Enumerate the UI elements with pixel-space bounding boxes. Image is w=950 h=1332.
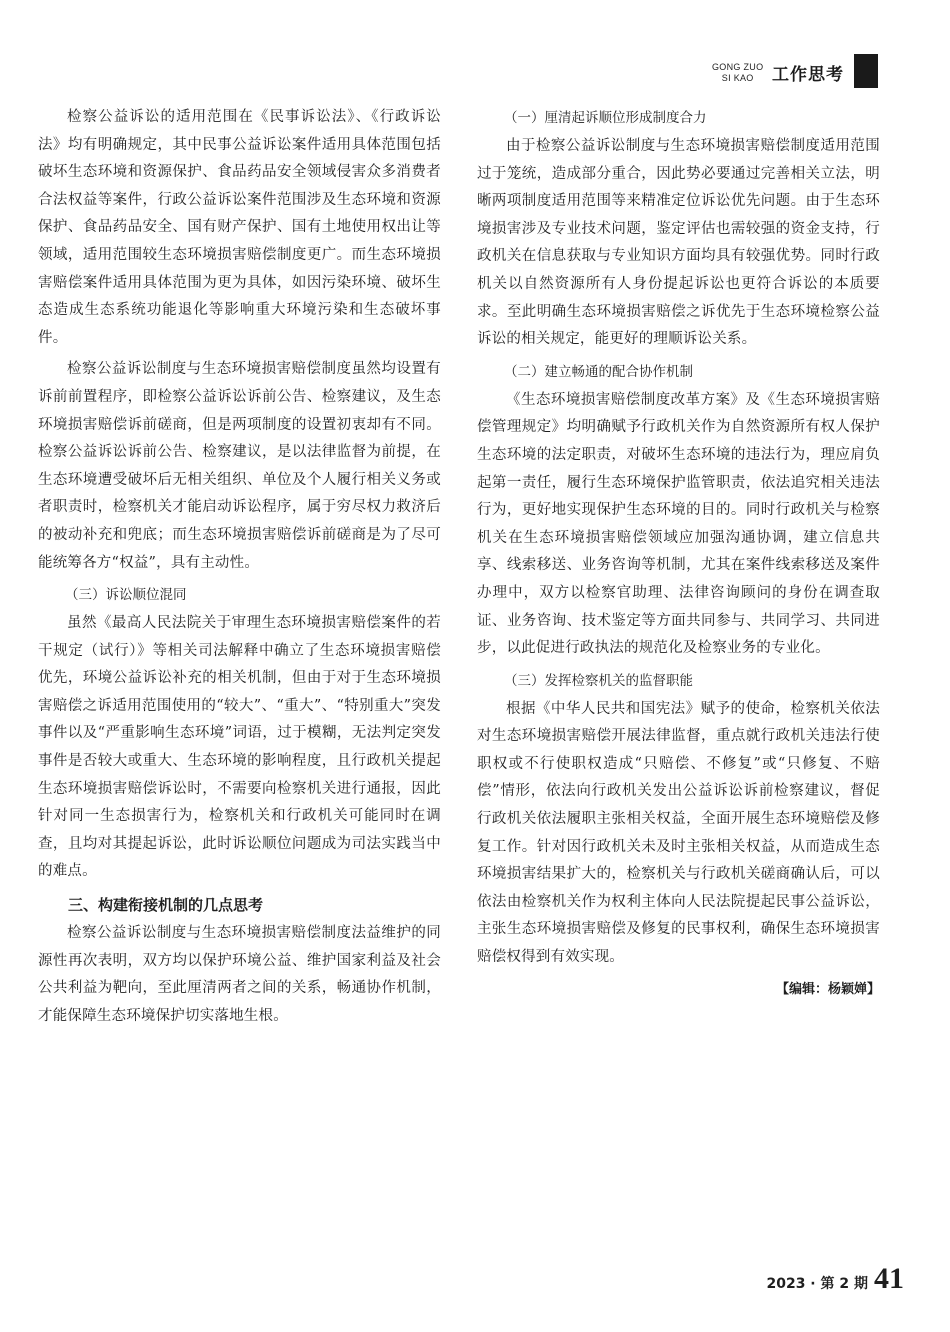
issue-label: 2023 · 第 2 期: [766, 1276, 868, 1292]
paragraph: 检察公益诉讼制度与生态环境损害赔偿制度虽然均设置有诉前前置程序，即检察公益诉讼诉前公告、检察建议，及生态环境损害赔偿诉前磋商，但是两项制度的设置初衷却有不同。检察公益诉讼诉前公告、检察建议，是以法律监督为前提，在生态环境遭受破坏后无相关组织、单位及个人履行相关义务或者职责时，检察机关才能启动诉讼程序，属于穷尽权力救济后的被动补充和兜底；而生态环境损害赔偿诉前磋商是为了尽可能统筹各方“权益”，具有主动性。: [38, 361, 441, 571]
editor-credit: 【编辑：杨颖婵】: [775, 981, 880, 997]
section-title: 工作思考: [772, 65, 844, 85]
subheading: （一）厘清起诉顺位形成制度合力: [504, 110, 707, 126]
paragraph: 根据《中华人民共和国宪法》赋予的使命，检察机关依法对生态环境损害赔偿开展法律监督，重点就行政机关违法行使职权或不行使职权造成“只赔偿、不修复”或“只修复、不赔偿”情形，依法向行政机关发出公益诉讼诉前检察建议，督促行政机关依法履职主张相关权益，全面开展生态环境赔偿及修复工作。针对因行政机关未及时主张相关权益，从而造成生态环境损害结果扩大的，检察机关与行政机关磋商确认后，可以依法由检察机关作为权利主体向人民法院提起民事公益诉讼，主张生态环境损害赔偿及修复的民事权利，确保生态环境损害赔偿权得到有效实现。: [477, 700, 880, 966]
paragraph: 虽然《最高人民法院关于审理生态环境损害赔偿案件的若干规定（试行）》等相关司法解释中确立了生态环境损害赔偿优先，环境公益诉讼补充的相关机制，但由于对于生态环境损害赔偿之诉适用范围使用的“较大”、“重大”、“特别重大”突发事件以及“严重影响生态环境”词语，过于模糊，无法判定突发事件是否较大或重大、生态环境的影响程度，且行政机关提起生态环境损害赔偿诉讼时，不需要向检察机关进行通报，因此针对同一生态损害行为，检察机关和行政机关可能同时在调查，且均对其提起诉讼，此时诉讼顺位问题成为司法实践当中的难点。: [38, 615, 441, 880]
page-number: 41: [874, 1262, 904, 1295]
page-footer: [766, 1262, 904, 1296]
subheading: （三）发挥检察机关的监督职能: [504, 672, 693, 689]
subheading: （二）建立畅通的配合协作机制: [504, 363, 693, 380]
running-header: [700, 52, 880, 92]
paragraph: 《生态环境损害赔偿制度改革方案》及《生态环境损害赔偿管理规定》均明确赋予行政机关作为自然资源所有权人保护生态环境的法定职责，对破坏生态环境的违法行为，理应肩负起第一责任，履行生态环境保护监管职责，依法追究相关违法行为，更好地实现保护生态环境的目的。同时行政机关与检察机关在生态环境损害赔偿领域应加强沟通协调，建立信息共享、线索移送、业务咨询等机制，尤其在案件线索移送及案件办理中，双方以检察官助理、法律咨询顾问的身份在调查取证、业务咨询、技术鉴定等方面共同参与、共同学习、共同进步，以此促进行政执法的规范化及检察业务的专业化。: [477, 391, 880, 657]
subheading: （三）诉讼顺位混同: [65, 587, 187, 604]
paragraph: 检察公益诉讼制度与生态环境损害赔偿制度法益维护的同源性再次表明，双方均以保护环境公益、维护国家利益及社会公共利益为靶向，至此厘清两者之间的关系，畅通协作机制，才能保障生态环境保护切实落地生根。: [38, 925, 441, 1024]
section-heading: 三、构建衔接机制的几点思考: [68, 896, 264, 915]
paragraph: 检察公益诉讼的适用范围在《民事诉讼法》、《行政诉讼法》均有明确规定，其中民事公益诉讼案件适用具体范围包括破坏生态环境和资源保护、食品药品安全领域侵害众多消费者合法权益等案件，行政公益诉讼案件范围涉及生态环境和资源保护、食品药品安全、国有财产保护、国有土地使用权出让等领域，适用范围较生态环境损害赔偿制度更广。而生态环境损害赔偿案件适用具体范围为更为具体，如因污染环境、破坏生态造成生态系统功能退化等影响重大环境污染和生态破坏事件。: [38, 109, 441, 346]
header-decor-block: [854, 54, 878, 88]
paragraph: 由于检察公益诉讼制度与生态环境损害赔偿制度适用范围过于笼统，造成部分重合，因此势必要通过完善相关立法，明晰两项制度适用范围等来精准定位诉讼优先问题。由于生态环境损害涉及专业技术问题，鉴定评估也需较强的资金支持，行政机关在信息获取与专业知识方面均具有较强优势。同时行政机关以自然资源所有人身份提起诉讼也更符合诉讼的本质要求。至此明确生态环境损害赔偿之诉优先于生态环境检察公益诉讼的相关规定，能更好的理顺诉讼关系。: [477, 138, 880, 348]
header-pinyin-line2: SI KAO: [721, 73, 754, 83]
header-pinyin: [712, 62, 763, 84]
header-pinyin-line1: GONG ZUO: [712, 62, 764, 72]
left-column: [38, 104, 441, 1034]
right-column: [477, 104, 880, 1004]
